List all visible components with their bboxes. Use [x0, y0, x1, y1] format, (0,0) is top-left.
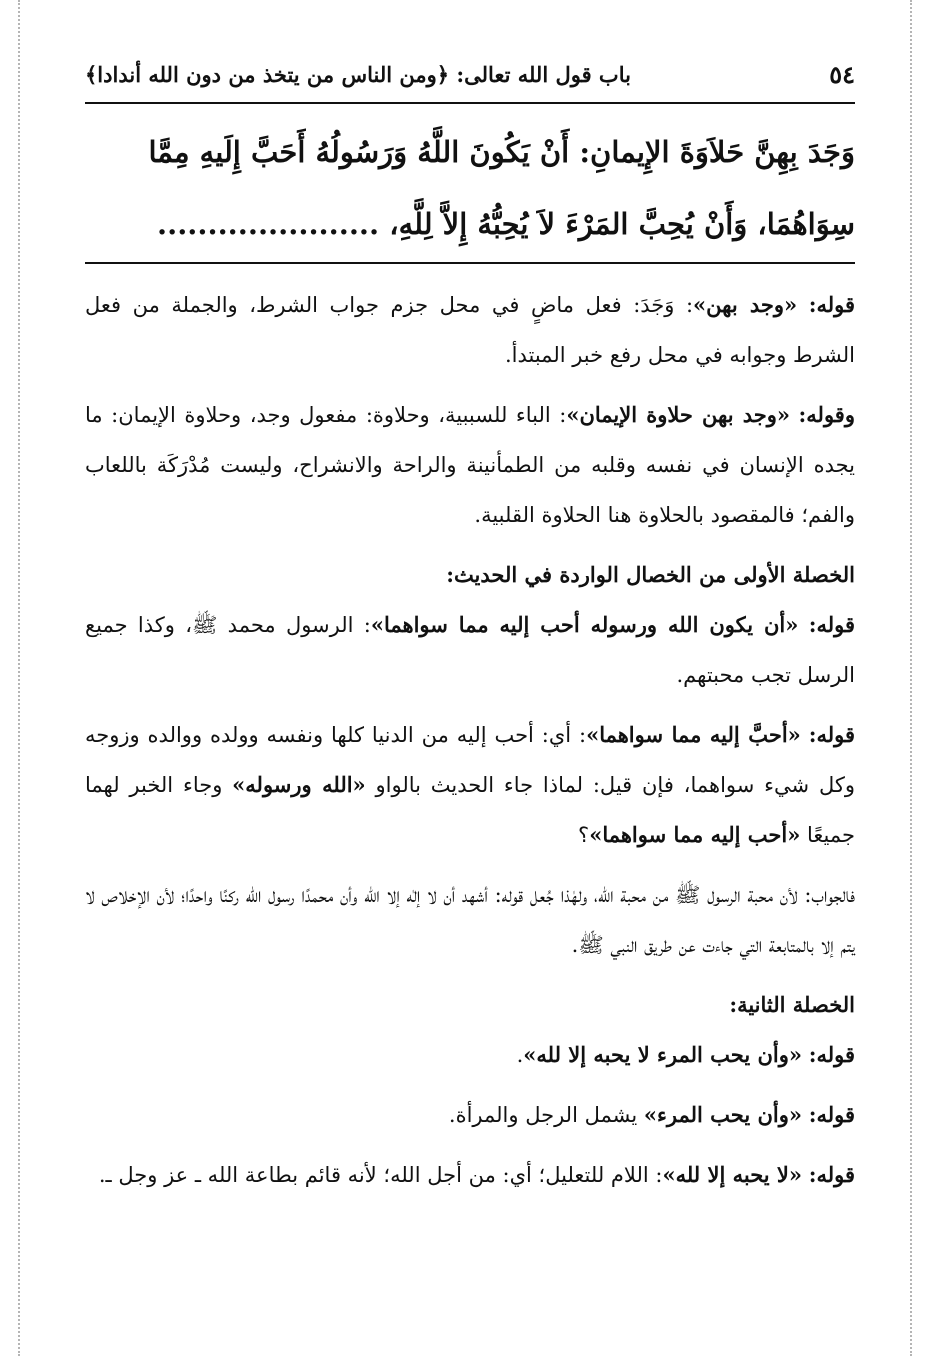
lead-word: قوله: — [808, 1042, 855, 1067]
paragraph-text: : وَجَدَ: فعل ماضٍ في محل جزم جواب الشرط، والجملة من فعل الشرط وجوابه في محل رفع خبر المبتدأ. — [85, 293, 855, 367]
paragraph-almar — [85, 1090, 855, 1140]
lead-word: قوله: — [808, 612, 855, 637]
quoted-phrase: «وجد بهن حلاوة الإيمان» — [566, 402, 791, 427]
continuation-dots: ...................... — [157, 207, 380, 241]
quoted-phrase-2: «الله ورسوله» — [232, 772, 366, 797]
paragraph-answer: فالجواب: لأن محبة الرسول ﷺ من محبة الله، ولهٰذا جُعل قوله: أشهد أن لا إلٰه إلا الله وأن محمدًا رسول الله ركنًا واحدًا؛ لأن الإخلاص لا يتم إلا بالمتابعة التي جاءت عن طريق النبي ﷺ. — [85, 883, 855, 957]
book-page — [85, 0, 855, 1356]
section-heading-second-trait: الخصلة الثانية: — [729, 992, 855, 1017]
paragraph-lillah — [85, 1150, 855, 1200]
page-edge-dots-right — [910, 0, 912, 1356]
paragraph-ahabb — [85, 710, 855, 860]
lead-word: قوله: — [808, 1102, 855, 1127]
paragraph-text-3: ؟ — [578, 823, 590, 847]
page-edge-dots-left — [18, 0, 20, 1356]
lead-word: وقوله: — [798, 402, 855, 427]
commentary-body — [85, 280, 855, 1210]
paragraph-second-trait-quote — [85, 1030, 855, 1080]
section-heading-first-trait: الخصلة الأولى من الخصال الواردة في الحديث: — [446, 562, 855, 587]
quoted-phrase: «لا يحبه إلا لله» — [662, 1162, 803, 1187]
paragraph-text-2: وجاء الخبر لهما جميعًا — [85, 773, 855, 847]
chapter-title: باب قول الله تعالى: ﴿ومن الناس من يتخذ من دون الله أندادا﴾ — [85, 61, 631, 87]
lead-word: قوله: — [808, 1162, 855, 1187]
quoted-phrase: «أحبَّ إليه مما سواهما» — [586, 722, 801, 747]
quoted-phrase: «وأن يحب المرء» — [643, 1102, 803, 1127]
quoted-phrase: «وأن يحب المرء لا يحبه إلا لله» — [523, 1042, 803, 1067]
hadith-rule — [85, 262, 855, 264]
running-header — [85, 52, 855, 96]
page-number: ٥٤ — [829, 59, 855, 89]
paragraph-text: : الباء للسببية، وحلاوة: مفعول وجد، وحلاوة الإيمان: ما يجده الإنسان في نفسه وقلبه من الطمأنينة والراحة والانشراح، وليست مُدْرَكَة باللعاب والفم؛ فالمقصود بالحلاوة هنا الحلاوة القلبية. — [85, 403, 855, 527]
quoted-phrase: «وجد بهن» — [693, 292, 798, 317]
paragraph-text: : الرسول محمد ﷺ، وكذا جميع الرسل تجب محبتهم. — [85, 613, 855, 687]
header-rule — [85, 102, 855, 104]
paragraph-text: : اللام للتعليل؛ أي: من أجل الله؛ لأنه قائم بطاعة الله ـ عز وجل ـ. — [98, 1163, 663, 1187]
paragraph-text: : أي: أحب إليه من الدنيا كلها ونفسه وولده ووالده وزوجه وكل شيء سواهما، فإن قيل: لماذا جاء الحديث بالواو — [85, 723, 855, 797]
quoted-phrase: «أن يكون الله ورسوله أحب إليه مما سواهما» — [370, 612, 799, 637]
paragraph-first-trait-quote — [85, 600, 855, 700]
quoted-phrase-3: «أحب إليه مما سواهما» — [589, 822, 801, 847]
paragraph-text: . — [516, 1043, 524, 1067]
hadith-line-2-text: سِوَاهُمَا، وَأَنْ يُحِبَّ المَرْءَ لاَ يُحِبُّهُ إِلاَّ لِلَّهِ، — [389, 207, 855, 241]
lead-word: قوله: — [808, 722, 855, 747]
paragraph-halawa — [85, 390, 855, 540]
lead-word: قوله: — [808, 292, 855, 317]
hadith-text — [85, 116, 855, 260]
paragraph-text: يشمل الرجل والمرأة. — [448, 1103, 644, 1127]
hadith-line-2 — [85, 188, 855, 260]
paragraph-wajada — [85, 280, 855, 380]
hadith-line-1: وَجَدَ بِهِنَّ حَلاَوَةَ الإِيمانِ: أَنْ يَكُونَ اللَّهُ وَرَسُولُهُ أَحَبَّ إِلَيهِ مِمَّا — [148, 135, 855, 169]
